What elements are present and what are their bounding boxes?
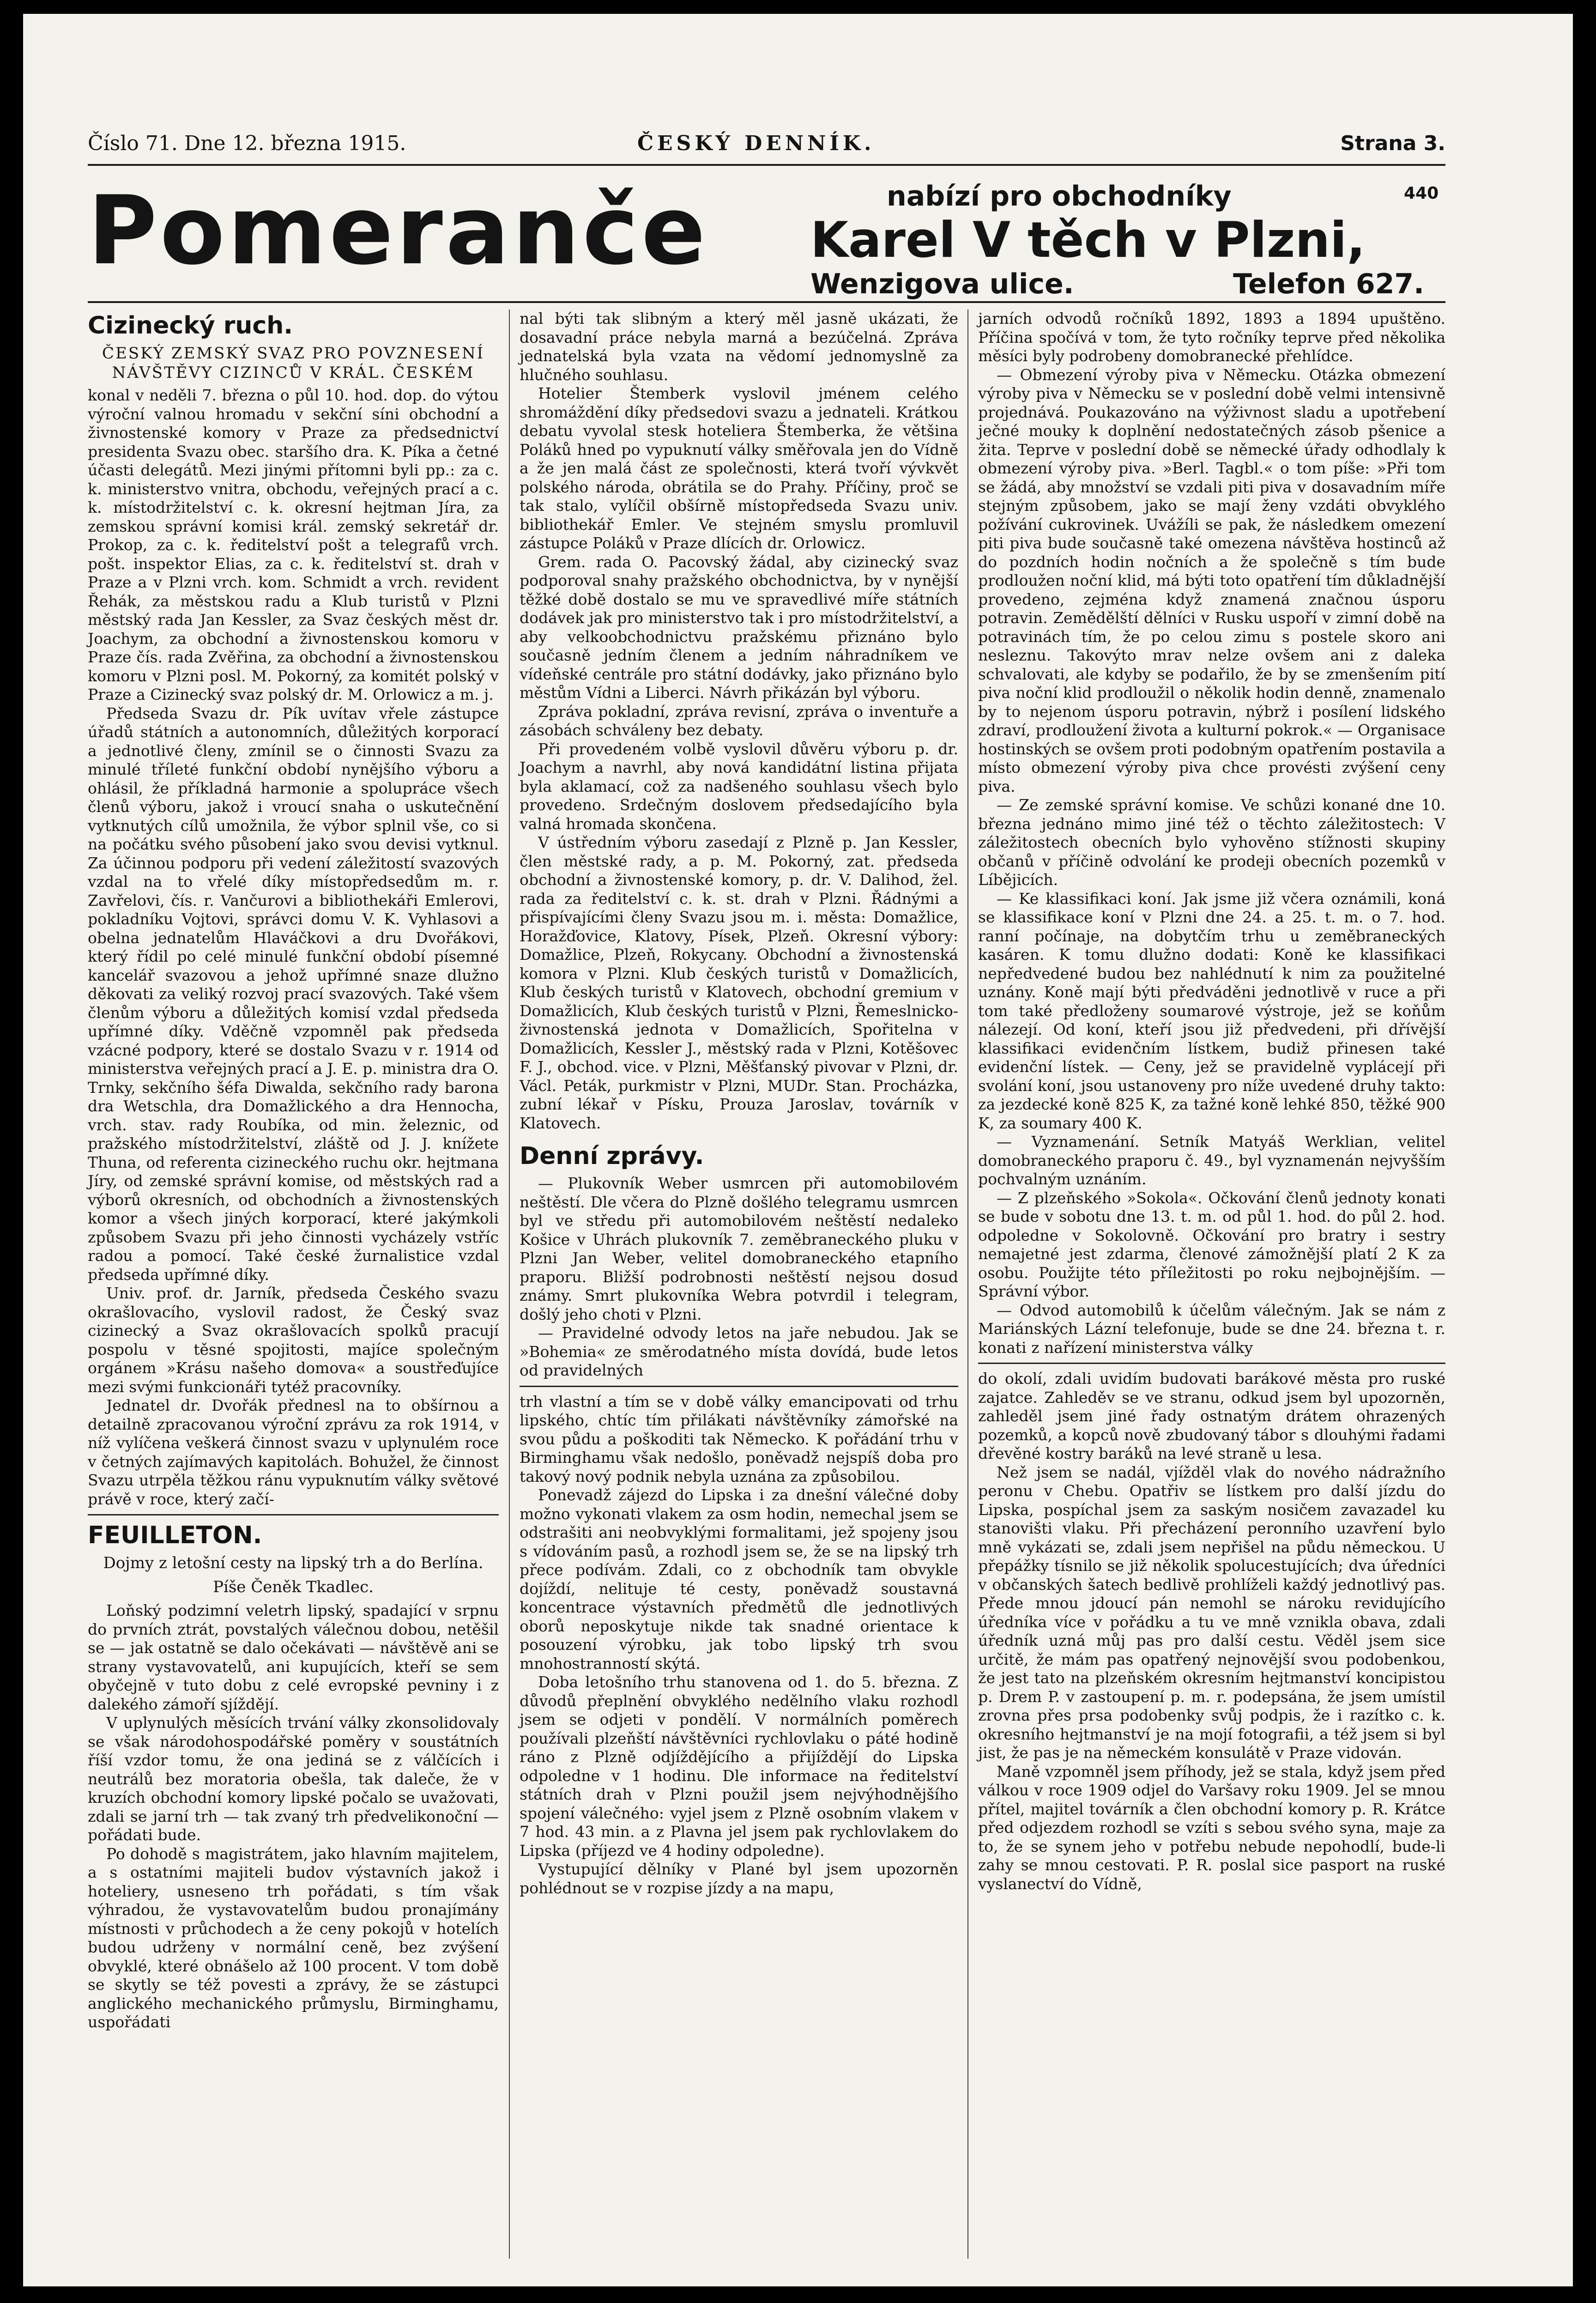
advert-phone: Telefon 627.	[1233, 268, 1424, 300]
feuilleton-paragraph: Po dohodě s magistrátem, jako hlavním majitelem, a s ostatními majiteli budov výstavních jakož i hoteliery, usneseno trh pořádati, s tím však výhradou, že vystavovatelům budou pronajímány místnosti v průchodech a že ceny pokojů v hotelích budou udrženy v normální ceně, bez zvýšení obvyklé, které obnášelo až 100 procent. V tom době se skytly se též povesti a zprávy, že se zástupci anglického mechanického průmyslu, Birminghamu, uspořádati	[88, 1844, 499, 2031]
article-paragraph: nal býti tak slibným a který měl jasně ukázati, že dosavadní práce nebyla marná a bezúčelná. Zpráva jednatelská byla vzata na vědomí jednomyslně za hlučného souhlasu.	[520, 309, 958, 384]
article-paragraph: Jednatel dr. Dvořák přednesl na to obšírnou a detailně zpracovanou výroční zprávu za rok 1914, v níž vylíčena veškerá činnost svazu v uplynulém roce v četných zajímavých kapitolách. Bohužel, že činnost Svazu utrpěla těžkou ránu vypuknutím války světové právě v roce, který začí-	[88, 1396, 499, 1508]
column-rule	[967, 309, 968, 2259]
news-paragraph: — Vyznamenání. Setník Matyáš Werklian, velitel domobraneckého praporu č. 49., byl vyznamenán nejvyšším pochvalným uznáním.	[978, 1133, 1445, 1188]
feuilleton-paragraph: trh vlastní a tím se v době války emancipovati od trhu lipského, chtíc tím přilákati návštěvníky zámořské na svou půdu a poškoditi tak Německo. K pořádání trhu v Birminghamu však nedošlo, poněvadž nejspíš doba pro takový nový podnik nebyla uznána za způsobilou.	[520, 1392, 958, 1485]
news-paragraph: — Z plzeňského »Sokola«. Očkování členů jednoty konati se bude v sobotu dne 13. t. m. od půl 1. hod. do půl 2. hod. odpoledne v Sokolovně. Očkování pro bratry i sestry nemajetné jest zdarma, členové zámožnější platí 2 K za osobu. Použijte této příležitosti po roku nejbojnějším. — Správní výbor.	[978, 1188, 1445, 1300]
feuilleton-paragraph: Než jsem se nadál, vjížděl vlak do nového nádražního peronu v Chebu. Opatřiv se lístkem pro další jízdu do Lipska, pospíchal jsem za saským nosičem zavazadel ku stanovišti vlaku. Při přecházení peronního uzavření bylo mně vykázati se, zdali jsem nepřišel na půdu německou. U přepážky tísnilo se již několik spolucestujících; dva úředníci v občanských šatech bedlivě prohlíželi každý jednotlivý pas. Přede mnou jdoucí pán nemohl se nároku revidujícího úředníka více v pořádku a tu ve mně vznikla obava, zdali úředník uzná můj pas pro další cestu. Věděl jsem sice určitě, že mám pas opatřený nejnovější svou podobenkou, že jest tato na plzeňském okresním hejtmanství koncipistou p. Drem P. v zastoupení p. m. r. podepsána, že jsem umístil zrovna přes prsa podobenky svůj podpis, že i razítko c. k. okresního hejtmanství je na mojí fotografii, a též jsem si byl jist, že pas je na německém konsulátě v Praze vidován.	[978, 1463, 1445, 1762]
spacer	[520, 1133, 958, 1140]
article-paragraph: konal v neděli 7. března o půl 10. hod. dop. do výtou výroční valnou hromadu v sekční síni obchodní a živnostenské komory v Praze za předsednictví presidenta Svazu obec. staršího dra. K. Píka a četné účasti delegátů. Mezi jinými přítomni byli pp.: za c. k. ministerstvo vnitra, obchodu, veřejných prací a c. k. místodržitelství c. k. okresní hejtman Jíra, za zemskou správní komisi král. zemský sekretář dr. Prokop, za c. k. ředitelství pošt a telegrafů vrch. pošt. inspektor Elias, za c. k. ředitelství st. drah v Praze a v Plzni vrch. kom. Schmidt a vrch. revident Řehák, za městskou radu a Klub turistů v Plzni městský rada Jan Kessler, za Svaz českých měst dr. Joachym, za obchodní a živnostenskou komoru v Praze čís. rada Zvěřina, za obchodní a živnostenskou komoru v Plzni posl. M. Pokorný, za komitét polský v Praze a Cizinecký svaz polský dr. M. Orlowicz a m. j.	[88, 386, 499, 703]
news-paragraph: — Obmezení výroby piva v Německu. Otázka obmezení výroby piva v Německu se v poslední době velmi intensivně projednává. Poukazováno na výživnost sladu a upotřebení ječné mouky k doplnění nedostatečných zásob pšenice a žita. Teprve v poslední době se německé úřady odhodlaly k obmezení výroby piva. »Berl. Tagbl.« o tom píše: »Při tom se žádá, aby množství se vzdali piti piva v dosavadním míře stejným způsobem, jako se mají ženy vzdáti obvyklého požívání cukrovinek. Uvážíli se pak, že následkem omezení piti piva bude současně také omezena návštěva hostinců až do pozdních hodin nočních a že společně s tím bude prodloužen noční klid, má býti toto opatření tím důkladnější provedeno, zejména když znamená značnou úsporu potravin. Zemědělští dělníci v Rusku uspoří v zimní době na potravinách tím, že po celou zimu s postele skoro ani nesleznu. Takovýto mrav nelze ovšem ani z daleka schvalovati, ale kdyby se podařilo, že by se zmenšením pití piva noční klid prodloužil o několik hodin denně, znamenalo by to nejenom úsporu potravin, nýbrž i posílení lidského zdraví, prodloužení života a kulturní pokrok.« — Organisace hostinských se ovšem proti podobným opatřením postavila a místo obmezení výroby piva chce provésti zvýšení ceny piva.	[978, 365, 1445, 795]
article-paragraph: Při provedeném volbě vyslovil důvěru výboru p. dr. Joachym a navrhl, aby nová kandidátní listina přijata byla aklamací, což za nadšeného souhlasu všech bylo provedeno. Srdečným doslovem předsedajícího byla valná hromada skončena.	[520, 739, 958, 833]
issue-date: Číslo 71. Dne 12. března 1915.	[88, 132, 406, 155]
advert-number: 440	[1404, 184, 1439, 203]
article-paragraph: Předseda Svazu dr. Pík uvítav vřele zástupce úřadů státních a autonomních, důležitých korporací a jednotlivé členy, zmínil se o činnosti Svazu za minulé tříleté funkční období nynějšího výboru a ohlásil, že příkladná harmonie a spolupráce všech členů výboru, jakož i vroucí snaha o uskutečnění vytknutých cílů umožnila, že výbor splnil vše, co si na počátku svého působení jako svou devisi vytknul. Za účinnou podporu při vedení záležitostí svazových vzdal na to vřelé díky místopředsedům m. r. Zavřelovi, čís. r. Vančurovi a bibliothekáři Emlerovi, pokladníku Vojtovi, správci domu V. K. Vyhlasovi a obelna jednatelům Hlaváčkovi a dru Dvořákovi, který řídil po celé minulé funkční období písemné kancelář svazovou a jehož upřímné snaze dlužno děkovati za veliký rozvoj prací svazových. Také všem členům výboru a důležitých komisí vzdal předseda upřímné díky. Vděčně vzpomněl pak předseda vzácné podpory, které se dostalo Svazu v r. 1914 od ministerstva veřejných prací a J. E. p. ministra dra O. Trnky, sekčního šéfa Diwalda, sekčního rady barona dra Wetschla, dra Domažlického a dra Hennocha, vrch. stav. rady Roubíka, od min. železnic, od pražského místodržitelství, zláště od J. J. knížete Thuna, od referenta cizineckého ruchu okr. hejtmana Jíry, od zemské správní komise, od městských rad a výborů okresních, od obchodních a živnostenských komor a všech jiných korporací, které jakýmkoli způsobem Svazu při jeho činnosti vycházely vstříc radou a pomocí. Také české žurnalistice vzdal předseda upřímné díky.	[88, 704, 499, 1284]
column-1	[88, 309, 499, 2032]
article-paragraph: Zpráva pokladní, zpráva revisní, zpráva o inventuře a zásobách schváleny bez debaty.	[520, 702, 958, 739]
feuilleton-paragraph: Doba letošního trhu stanovena od 1. do 5. března. Z důvodů přeplnění obvyklého nedělního vlaku rozhodl jsem se odjeti v pondělí. V normálních poměrech používali plzeňští návštěvníci rychlovlaku o páté hodině ráno z Plzně odjíždějícího a přijíždějí do Lipska odpoledne v 1 hodinu. Dle informace na ředitelství státních drah v Plzni použil jsem nejvýhodnějšího spojení válečného: vyjel jsem z Plzně osobním vlakem v 7 hod. 43 min. a z Plavna jel jsem pak rychlovlakem do Lipska (příjezd ve 4 hodiny odpoledne).	[520, 1673, 958, 1860]
feuilleton-paragraph: do okolí, zdali uvidím budovati barákové města pro ruské zajatce. Zahleděv se ve stranu, odkud jsem byl upozorněn, zahleděl jsem jiné řady ostnatým drátem ohrazených pozemků, a kopců nově zbudovaný tábor s dlouhými řadami dřevěné kostry baráků na levé straně u lesa.	[978, 1370, 1445, 1462]
news-paragraph: — Pravidelné odvody letos na jaře nebudou. Jak se »Bohemia« ze směrodatného místa dovídá, bude letos od pravidelných	[520, 1324, 958, 1379]
column-rule	[509, 309, 510, 2259]
section-divider	[88, 1514, 499, 1515]
newspaper-page	[23, 14, 1573, 2286]
feuilleton-paragraph: Ponevadž zájezd do Lipska i za dnešní válečné doby možno vykonati vlakem za osm hodin, nemechal jsem se odstrašiti ani neobvyklými formalitami, jež spojeny jsou s vídováním pasů, a rozhodl jsem se, že se na lipský trh přece podívám. Zdali, co z obchodník tam obvykle dojíždí, nelituje té cesty, poněvadž soustavná koncentrace výstavních předmětů dle jednotlivých oborů neposkytuje nikde tak snadné orientace k posouzení výrobku, jak tobo lipský trh svou mnohostranností skýtá.	[520, 1486, 958, 1673]
advert-title: Pomeranče	[88, 176, 708, 286]
news-paragraph: — Odvod automobilů k účelům válečným. Jak se nám z Mariánských Lázní telefonuje, bude se dne 24. března t. r. konati z nařízení ministerstva války	[978, 1301, 1445, 1357]
feuilleton-paragraph: Maně vzpomněl jsem příhody, jež se stala, když jsem před válkou v roce 1909 odjel do Varšavy roku 1909. Jel se mnou přítel, majitel továrník a člen obchodní komory p. R. Krátce před odjezdem rozhodl se vzíti s sebou svého syna, maje za to, že se synem jeho v potřebu nebude nepohodlí, bude-li zahy se mnou cestovati. P. R. poslal sice pasport na ruské vyslanectví do Vídně,	[978, 1762, 1445, 1893]
column-2	[520, 309, 958, 1897]
section-heading: Denní zprávy.	[520, 1142, 704, 1170]
news-paragraph: — Plukovník Weber usmrcen při automobilovém neštěstí. Dle včera do Plzně došlého telegramu usmrcen byl ve středu při automobilovém neštěstí nedaleko Košice v Uhrách plukovník 7. zeměbraneckého pluku v Plzni Jan Weber, velitel domobraneckého etapního praporu. Bližší podrobnosti neštěstí nejsou dosud známy. Smrt plukovníka Webra potvrdil i telegram, došlý jeho choti v Plzni.	[520, 1174, 958, 1323]
article-paragraph: V ústředním výboru zasedají z Plzně p. Jan Kessler, člen městské rady, a p. M. Pokorný, zat. předseda obchodní a živnostenské komory, p. dr. V. Dalihod, žel. rada za ředitelství c. k. st. drah v Plzni. Řádnými a přispívajícími členy Svazu jsou m. i. města: Domažlice, Horažďovice, Klatovy, Písek, Plzeň. Okresní výbory: Domažlice, Plzeň, Rokycany. Obchodní a živnostenská komora v Plzni. Klub českých turistů v Domažlicích, Klub českých turistů v Klatovech, obchodní gremium v Domažlicích, Klub českých turistů v Plzni, Řemeslnicko-živnostenská jednota v Domažlicích, Spořitelna v Domažlicích, Kessler J., městský rada v Plzni, Kotěšovec F. J., obchod. vice. v Plzni, Měšťanský pivovar v Plzni, dr. Václ. Peták, purkmistr v Plzni, MUDr. Stan. Procházka, zubní lékař v Písku, Prouza Jaroslav, továrník v Klatovech.	[520, 833, 958, 1132]
header-rule	[88, 164, 1445, 166]
section-heading: Cizinecký ruch.	[88, 312, 293, 339]
feuilleton-paragraph: Loňský podzimní veletrh lipský, spadající v srpnu do prvních ztrát, povstalých válečnou dobou, netěšil se — jak ostatně se dalo očekávati — návštěvě ani se strany vystavovatelů, ani kupujících, kteří se sem obyčejně v tuto dobu z celé evropské pevniny i z dalekého zámoří sjíždějí.	[88, 1601, 499, 1713]
article-paragraph: Hotelier Štemberk vyslovil jménem celého shromáždění díky předsedovi svazu a jednateli. Krátkou debatu vyvolal stesk hoteliera Štemberka, že většina Poláků hned po vypuknutí války směřovala jen do Vídně a že jen malá část ze společnosti, která tvoří vývkvět polského národa, obrátila se do Prahy. Příčiny, proč se tak stalo, vylíčil obšírně místopředseda Svazu univ. bibliothekář Emler. Ve stejném smyslu promluvil zástupce Poláků v Praze dlících dr. Orlowicz.	[520, 384, 958, 552]
feuilleton-heading: FEUILLETON.	[88, 1521, 262, 1549]
feuilleton-paragraph: V uplynulých měsících trvání války zkonsolidovaly se však národohospodářské poměry v soustátních říší vzdor tomu, že ona jediná se z válčících i neutrálů bez moratoria obešla, tak daleče, že v kruzích obchodní komory lipské počalo se uvažovati, zdali se jarní trh — tak zvaný trh předvelikonoční — pořádati bude.	[88, 1714, 499, 1844]
feuilleton-author: Píše Čeněk Tkadlec.	[213, 1578, 374, 1596]
article-paragraph: Univ. prof. dr. Jarník, předseda Českého svazu okrašlovacího, vyslovil radost, že Český svaz cizinecký a Svaz okrašlovacích spolků pracují pospolu v těsné spojitosti, majíce společným orgánem »Krásu našeho domova« a soustřeďujíce mezi svými funkcionáři tytéž pracovníky.	[88, 1284, 499, 1396]
news-paragraph: jarních odvodů ročníků 1892, 1893 a 1894 upuštěno. Příčina spočívá v tom, že tyto ročníky teprve před několika měsíci byly podrobeny domobranecké přehlídce.	[978, 309, 1445, 365]
article-paragraph: Grem. rada O. Pacovský žádal, aby cizinecký svaz podporoval snahy pražského obchodnictva, by v nynější těžké době dostalo se mu ve spravedlivé míře státních dodávek jak pro ministerstvo tak i pro místodržitelství, a aby velkoobchodnictvu pražskému přiznáno bylo současně jedním členem a jedním náhradníkem ve vídeňské centrále pro státní dodávky, jako přiznáno bylo městům Vídni a Liberci. Návrh přikázán byl výboru.	[520, 552, 958, 702]
news-paragraph: — Ze zemské správní komise. Ve schůzi konané dne 10. března jednáno mimo jiné též o těchto záležitostech: V záležitostech obecních bylo vyhověno stížnosti skupiny občanů v příčině odvolání ke prodeji obecních pozemků v Líbějicích.	[978, 796, 1445, 889]
news-paragraph: — Ke klassifikaci koní. Jak jsme již včera oznámili, koná se klassifikace koní v Plzni dne 24. a 25. t. m. o 7. hod. ranní počínaje, na dobytčím trhu u zeměbraneckých kasáren. K tomu dlužno dodati: Koně ke klassifikaci nepředvedené budou bez nahlédnutí k nim za použitelné uznány. Koně mají býti předváděni jednotlivě v ruce a při tom také předloženy soumarové výstroje, jež se koňům nálezejí. Od koní, kteří jsou již předvedeni, při dřívější klassifikaci evidenčním lístkem, budiž přinesen také evidenční lístek. — Ceny, jež se pravidelně vyplácejí při svolání koní, jsou ustanoveny pro níže uvedené druhy takto: za jezdecké koně 825 K, za tažné koně lehké 850, těžké 900 K, za soumary 400 K.	[978, 889, 1445, 1132]
article-subheading: ČESKÝ ZEMSKÝ SVAZ PRO POVZNESENÍ NÁVŠTĚVY CIZINCŮ V KRÁL. ČESKÉM	[102, 344, 485, 382]
section-divider	[978, 1363, 1445, 1364]
page-number: Strana 3.	[1340, 132, 1445, 155]
advert-seller: Karel V těch v Plzni,	[810, 212, 1366, 268]
feuilleton-title: Dojmy z letošní cesty na lipský trh a do Berlína.	[103, 1554, 484, 1572]
newspaper-name: ČESKÝ DENNÍK.	[637, 132, 875, 155]
section-divider	[520, 1386, 958, 1387]
advert-offer: nabízí pro obchodníky	[887, 180, 1232, 212]
advert-rule	[88, 301, 1445, 303]
feuilleton-paragraph: Vystupující dělníky v Plané byl jsem upozorněn pohlédnout se v rozpise jízdy a na mapu,	[520, 1860, 958, 1897]
page-header	[88, 132, 1445, 164]
column-3	[978, 309, 1445, 1893]
advert-street: Wenzigova ulice.	[810, 268, 1074, 300]
